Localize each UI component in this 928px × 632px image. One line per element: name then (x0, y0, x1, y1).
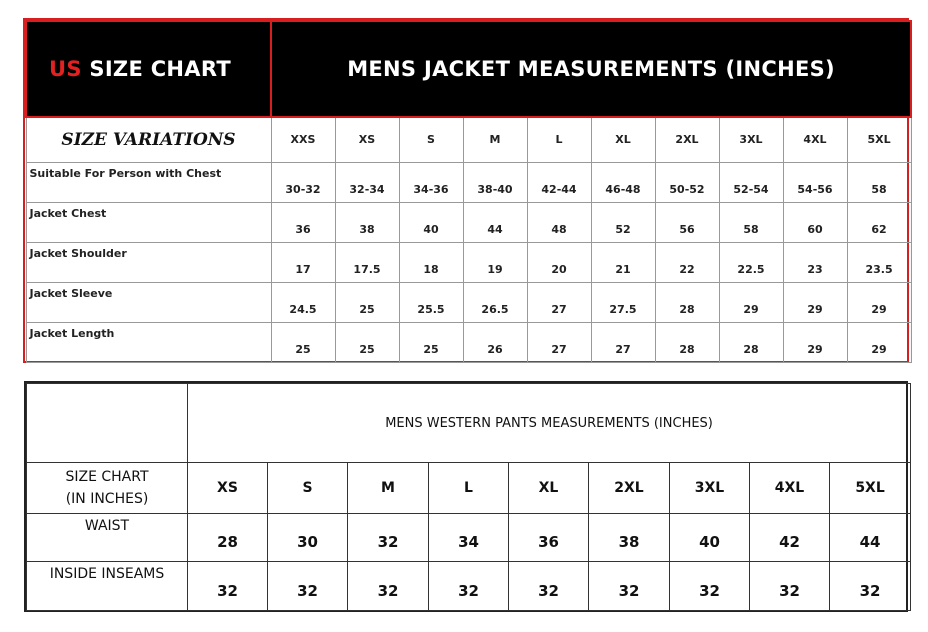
size-header: 5XL (847, 117, 911, 162)
cell: 23.5 (847, 242, 911, 282)
cell: 25 (271, 322, 335, 362)
size-header: XS (335, 117, 399, 162)
row-label: Jacket Sleeve (26, 282, 271, 322)
cell: 32 (670, 562, 750, 611)
cell: 28 (719, 322, 783, 362)
size-header: L (527, 117, 591, 162)
cell: 22 (655, 242, 719, 282)
jacket-size-chart (23, 18, 909, 363)
jacket-table (25, 20, 912, 363)
pants-table (26, 383, 911, 611)
cell: 32 (348, 562, 429, 611)
cell: 27 (527, 322, 591, 362)
cell: 44 (463, 202, 527, 242)
cell: 24.5 (271, 282, 335, 322)
cell: 32 (830, 562, 911, 611)
size-header: 4XL (783, 117, 847, 162)
cell: 21 (591, 242, 655, 282)
size-header: 5XL (830, 463, 911, 514)
size-chart-label-line2: (IN INCHES) (65, 491, 149, 507)
cell: 18 (399, 242, 463, 282)
cell: 27 (527, 282, 591, 322)
pants-size-chart (24, 381, 908, 612)
cell: 38-40 (463, 162, 527, 202)
size-header: XS (188, 463, 268, 514)
cell: 54-56 (783, 162, 847, 202)
cell: 32 (509, 562, 589, 611)
row-label: INSIDE INSEAMS (27, 562, 188, 611)
cell: 50-52 (655, 162, 719, 202)
cell: 34-36 (399, 162, 463, 202)
chart-title (26, 21, 271, 117)
cell: 58 (719, 202, 783, 242)
cell: 40 (670, 514, 750, 562)
cell: 46-48 (591, 162, 655, 202)
cell: 28 (655, 322, 719, 362)
row-label: Jacket Shoulder (26, 242, 271, 282)
cell: 38 (335, 202, 399, 242)
cell: 29 (783, 282, 847, 322)
cell: 29 (847, 282, 911, 322)
size-header: S (268, 463, 348, 514)
table-row (26, 242, 911, 282)
cell: 29 (847, 322, 911, 362)
cell: 23 (783, 242, 847, 282)
cell: 30 (268, 514, 348, 562)
cell: 26.5 (463, 282, 527, 322)
cell: 32 (188, 562, 268, 611)
cell: 60 (783, 202, 847, 242)
cell: 40 (399, 202, 463, 242)
row-label: Jacket Length (26, 322, 271, 362)
size-chart-label (27, 463, 188, 514)
cell: 48 (527, 202, 591, 242)
cell: 58 (847, 162, 911, 202)
cell: 27 (591, 322, 655, 362)
cell: 25 (399, 322, 463, 362)
cell: 30-32 (271, 162, 335, 202)
table-row (26, 322, 911, 362)
cell: 42 (750, 514, 830, 562)
us-label: US (49, 57, 82, 81)
table-row (27, 514, 911, 562)
cell: 32 (268, 562, 348, 611)
cell: 32 (589, 562, 670, 611)
empty-corner-cell (27, 384, 188, 463)
jacket-heading: MENS JACKET MEASUREMENTS (INCHES) (271, 21, 911, 117)
table-row (26, 162, 911, 202)
table-row (26, 282, 911, 322)
cell: 38 (589, 514, 670, 562)
cell: 29 (783, 322, 847, 362)
size-header: 3XL (719, 117, 783, 162)
row-label: Jacket Chest (26, 202, 271, 242)
size-header: 2XL (589, 463, 670, 514)
size-header: XL (509, 463, 589, 514)
cell: 36 (271, 202, 335, 242)
size-chart-label-line1: SIZE CHART (65, 469, 149, 485)
cell: 32 (429, 562, 509, 611)
cell: 17.5 (335, 242, 399, 282)
size-header: S (399, 117, 463, 162)
table-row (26, 202, 911, 242)
cell: 22.5 (719, 242, 783, 282)
size-header: 2XL (655, 117, 719, 162)
cell: 19 (463, 242, 527, 282)
cell: 52-54 (719, 162, 783, 202)
cell: 52 (591, 202, 655, 242)
cell: 42-44 (527, 162, 591, 202)
cell: 25 (335, 322, 399, 362)
cell: 17 (271, 242, 335, 282)
cell: 25 (335, 282, 399, 322)
pants-heading: MENS WESTERN PANTS MEASUREMENTS (INCHES) (188, 384, 911, 463)
cell: 25.5 (399, 282, 463, 322)
cell: 32 (348, 514, 429, 562)
size-chart-label: SIZE CHART (81, 57, 232, 81)
size-variations-label: SIZE VARIATIONS (26, 117, 271, 162)
size-header: 3XL (670, 463, 750, 514)
cell: 62 (847, 202, 911, 242)
cell: 28 (655, 282, 719, 322)
size-header: XXS (271, 117, 335, 162)
cell: 20 (527, 242, 591, 282)
row-label: Suitable For Person with Chest (26, 162, 271, 202)
size-header: L (429, 463, 509, 514)
size-header: XL (591, 117, 655, 162)
size-header: M (463, 117, 527, 162)
cell: 44 (830, 514, 911, 562)
cell: 32 (750, 562, 830, 611)
cell: 29 (719, 282, 783, 322)
cell: 27.5 (591, 282, 655, 322)
cell: 36 (509, 514, 589, 562)
cell: 26 (463, 322, 527, 362)
table-row (27, 562, 911, 611)
cell: 28 (188, 514, 268, 562)
size-header: M (348, 463, 429, 514)
cell: 32-34 (335, 162, 399, 202)
row-label: WAIST (27, 514, 188, 562)
size-header: 4XL (750, 463, 830, 514)
cell: 34 (429, 514, 509, 562)
cell: 56 (655, 202, 719, 242)
